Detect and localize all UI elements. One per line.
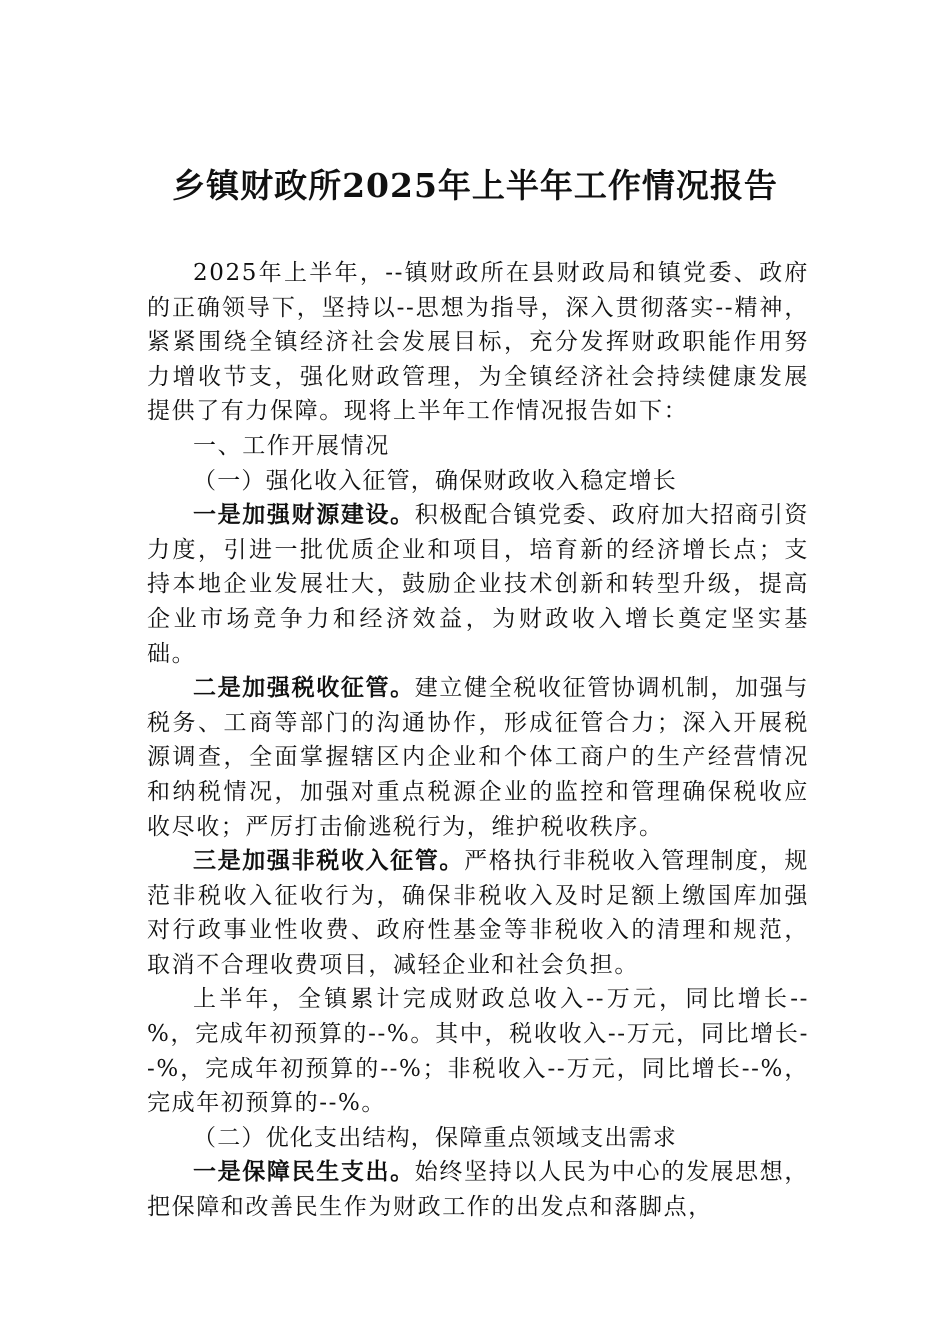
intro-paragraph: 2025年上半年，--镇财政所在县财政局和镇党委、政府的正确领导下，坚持以--思想为指导，深入贯彻落实--精神，紧紧围绕全镇经济社会发展目标，充分发挥财政职能作用努力增收节支，强化财政管理，为全镇经济社会持续健康发展提供了有力保障。现将上半年工作情况报告如下：	[147, 260, 809, 425]
paragraph-lead: 三是加强非税收入征管。	[193, 847, 465, 875]
section-heading-1: 一、工作开展情况	[193, 432, 390, 459]
paragraph-non-tax-revenue	[147, 844, 809, 982]
subsection-heading-2: （二）优化支出结构，保障重点领域支出需求	[193, 1124, 677, 1151]
paragraph-lead: 一是加强财源建设。	[193, 501, 415, 529]
document-body	[147, 256, 809, 1225]
paragraph-text: 始终坚持以人民为中心的发展思想，把保障和改善民生作为财政工作的出发点和落脚点，	[147, 1159, 809, 1221]
document-title: 乡镇财政所2025年上半年工作情况报告	[172, 166, 778, 205]
paragraph-revenue-summary: 上半年，全镇累计完成财政总收入--万元，同比增长--%，完成年初预算的--%。其中，税收收入--万元，同比增长--%，完成年初预算的--%；非税收入--万元，同比增长--%，完成年初预算的--%。	[147, 986, 809, 1117]
paragraph-lead: 二是加强税收征管。	[193, 674, 415, 702]
paragraph-text: 积极配合镇党委、政府加大招商引资力度，引进一批优质企业和项目，培育新的经济增长点；支持本地企业发展壮大，鼓励企业技术创新和转型升级，提高企业市场竞争力和经济效益，为财政收入增长奠定坚实基础。	[147, 502, 809, 667]
paragraph-tax-collection	[147, 671, 809, 844]
paragraph-text: 建立健全税收征管协调机制，加强与税务、工商等部门的沟通协作，形成征管合力；深入开展税源调查，全面掌握辖区内企业和个体工商户的生产经营情况和纳税情况，加强对重点税源企业的监控和管理确保税收应收尽收；严厉打击偷逃税行为，维护税收秩序。	[147, 675, 809, 840]
paragraph-text: 严格执行非税收入管理制度，规范非税收入征收行为，确保非税收入及时足额上缴国库加强对行政事业性收费、政府性基金等非税收入的清理和规范，取消不合理收费项目，减轻企业和社会负担。	[147, 848, 809, 978]
paragraph-revenue-sources	[147, 498, 809, 671]
subsection-heading-1: （一）强化收入征管，确保财政收入稳定增长	[193, 467, 677, 494]
paragraph-livelihood-spending	[147, 1155, 809, 1224]
paragraph-lead: 一是保障民生支出。	[193, 1158, 415, 1186]
